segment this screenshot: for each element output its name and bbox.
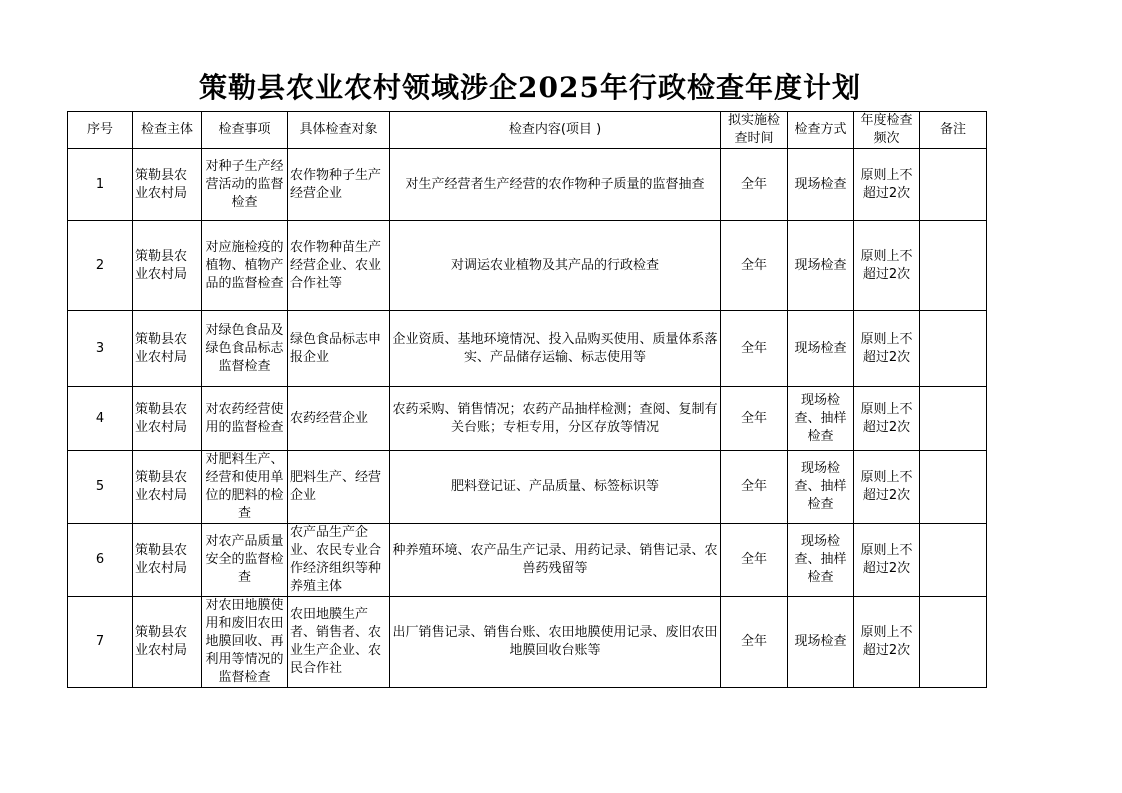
row-content: 种养殖环境、农产品生产记录、用药记录、销售记录、农兽药残留等 <box>390 524 721 597</box>
row-matter: 对农药经营使用的监督检查 <box>202 387 288 451</box>
row-frequency: 原则上不超过2次 <box>854 597 920 688</box>
row-matter: 对农田地膜使用和废旧农田地膜回收、再利用等情况的监督检查 <box>202 597 288 688</box>
row-target: 农田地膜生产者、销售者、农业生产企业、农民合作社 <box>288 597 390 688</box>
row-method: 现场检查、抽样检查 <box>788 524 854 597</box>
row-target: 农药经营企业 <box>288 387 390 451</box>
row-matter: 对种子生产经营活动的监督检查 <box>202 149 288 221</box>
row-subject: 策勒县农业农村局 <box>133 221 202 311</box>
header-method: 检查方式 <box>788 112 854 149</box>
header-seq: 序号 <box>68 112 133 149</box>
row-content: 企业资质、基地环境情况、投入品购买使用、质量体系落实、产品储存运输、标志使用等 <box>390 311 721 387</box>
row-matter: 对农产品质量安全的监督检查 <box>202 524 288 597</box>
row-target: 绿色食品标志申报企业 <box>288 311 390 387</box>
row-method: 现场检查、抽样检查 <box>788 387 854 451</box>
row-time: 全年 <box>721 221 788 311</box>
row-frequency: 原则上不超过2次 <box>854 221 920 311</box>
table-row <box>68 597 987 688</box>
row-subject: 策勒县农业农村局 <box>133 451 202 524</box>
row-frequency: 原则上不超过2次 <box>854 451 920 524</box>
row-remark <box>920 149 987 221</box>
row-method: 现场检查 <box>788 221 854 311</box>
row-remark <box>920 311 987 387</box>
row-content: 对调运农业植物及其产品的行政检查 <box>390 221 721 311</box>
row-seq: 1 <box>68 149 133 221</box>
table-row <box>68 451 987 524</box>
row-method: 现场检查 <box>788 597 854 688</box>
header-matter: 检查事项 <box>202 112 288 149</box>
row-content: 出厂销售记录、销售台账、农田地膜使用记录、废旧农田地膜回收台账等 <box>390 597 721 688</box>
row-frequency: 原则上不超过2次 <box>854 311 920 387</box>
row-frequency: 原则上不超过2次 <box>854 524 920 597</box>
header-row <box>68 112 987 149</box>
row-remark <box>920 221 987 311</box>
row-seq: 7 <box>68 597 133 688</box>
row-matter: 对肥料生产、经营和使用单位的肥料的检查 <box>202 451 288 524</box>
row-time: 全年 <box>721 597 788 688</box>
header-content: 检查内容(项目 ) <box>390 112 721 149</box>
row-content: 农药采购、销售情况；农药产品抽样检测；查阅、复制有关台账；专柜专用，分区存放等情况 <box>390 387 721 451</box>
row-subject: 策勒县农业农村局 <box>133 387 202 451</box>
header-remark: 备注 <box>920 112 987 149</box>
row-seq: 2 <box>68 221 133 311</box>
row-time: 全年 <box>721 387 788 451</box>
row-matter: 对绿色食品及绿色食品标志监督检查 <box>202 311 288 387</box>
row-seq: 3 <box>68 311 133 387</box>
row-seq: 6 <box>68 524 133 597</box>
row-method: 现场检查 <box>788 149 854 221</box>
row-target: 肥料生产、经营企业 <box>288 451 390 524</box>
header-target: 具体检查对象 <box>288 112 390 149</box>
row-frequency: 原则上不超过2次 <box>854 149 920 221</box>
row-remark <box>920 524 987 597</box>
table-row <box>68 311 987 387</box>
page-title: 策勒县农业农村领域涉企2025年行政检查年度计划 <box>199 71 861 104</box>
header-subject: 检查主体 <box>133 112 202 149</box>
row-subject: 策勒县农业农村局 <box>133 597 202 688</box>
row-target: 农产品生产企业、农民专业合作经济组织等种养殖主体 <box>288 524 390 597</box>
table-row <box>68 149 987 221</box>
row-time: 全年 <box>721 524 788 597</box>
row-time: 全年 <box>721 451 788 524</box>
table-row <box>68 221 987 311</box>
row-method: 现场检查 <box>788 311 854 387</box>
row-seq: 4 <box>68 387 133 451</box>
header-time: 拟实施检查时间 <box>721 112 788 149</box>
row-target: 农作物种子生产经营企业 <box>288 149 390 221</box>
row-subject: 策勒县农业农村局 <box>133 149 202 221</box>
row-remark <box>920 597 987 688</box>
row-subject: 策勒县农业农村局 <box>133 311 202 387</box>
row-content: 对生产经营者生产经营的农作物种子质量的监督抽查 <box>390 149 721 221</box>
table-row <box>68 524 987 597</box>
row-method: 现场检查、抽样检查 <box>788 451 854 524</box>
row-time: 全年 <box>721 149 788 221</box>
inspection-plan-table <box>67 111 987 688</box>
table-row <box>68 387 987 451</box>
row-subject: 策勒县农业农村局 <box>133 524 202 597</box>
row-seq: 5 <box>68 451 133 524</box>
row-target: 农作物种苗生产经营企业、农业合作社等 <box>288 221 390 311</box>
row-remark <box>920 451 987 524</box>
header-frequency: 年度检查频次 <box>854 112 920 149</box>
row-remark <box>920 387 987 451</box>
row-content: 肥料登记证、产品质量、标签标识等 <box>390 451 721 524</box>
row-frequency: 原则上不超过2次 <box>854 387 920 451</box>
row-time: 全年 <box>721 311 788 387</box>
row-matter: 对应施检疫的植物、植物产品的监督检查 <box>202 221 288 311</box>
